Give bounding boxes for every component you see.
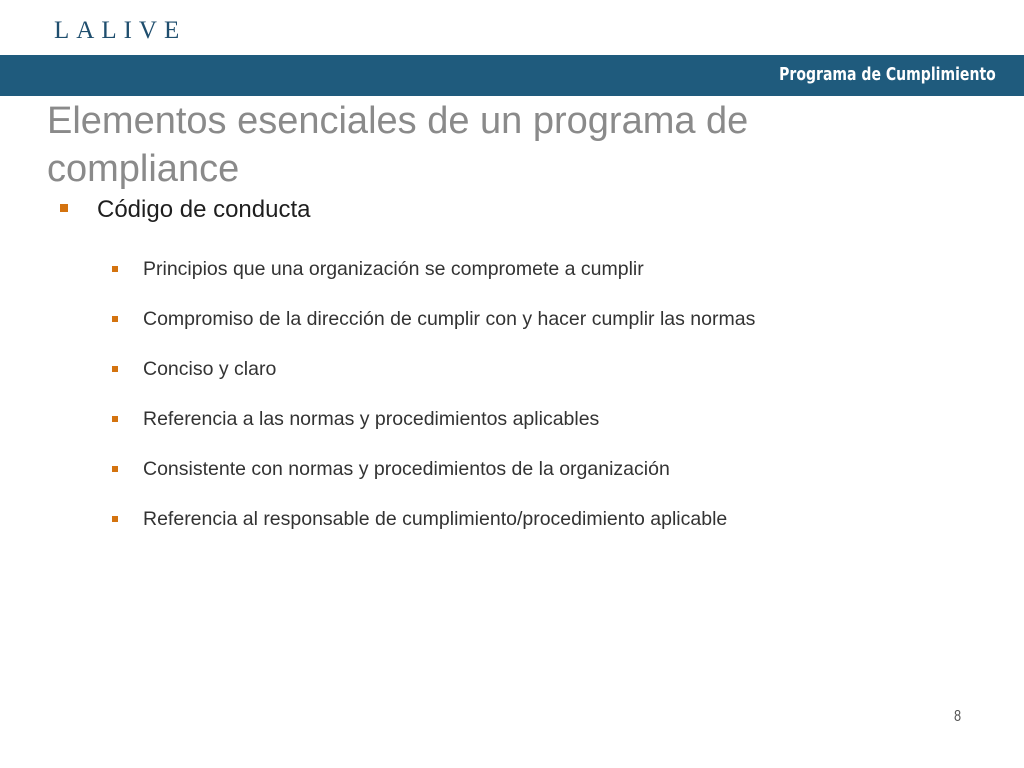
list-item	[112, 400, 755, 450]
list-item-text: Compromiso de la dirección de cumplir con y hacer cumplir las normas	[143, 308, 756, 330]
list-item	[112, 500, 755, 550]
list-item	[112, 450, 755, 500]
list-item-text: Conciso y claro	[143, 358, 277, 380]
main-bullet-text: Código de conducta	[97, 196, 311, 223]
square-bullet-icon	[112, 466, 118, 472]
square-bullet-icon	[60, 204, 68, 212]
page-number: 8	[954, 708, 962, 725]
square-bullet-icon	[112, 366, 118, 372]
list-item	[112, 350, 755, 400]
square-bullet-icon	[112, 416, 118, 422]
slide-title: Elementos esenciales de un programa de compliance	[47, 100, 749, 190]
list-item-text: Consistente con normas y procedimientos de la organización	[143, 458, 670, 480]
logo: LALIVE	[54, 17, 187, 44]
main-bullet	[60, 195, 311, 225]
square-bullet-icon	[112, 516, 118, 522]
square-bullet-icon	[112, 266, 118, 272]
list-item-text: Referencia a las normas y procedimientos aplicables	[143, 408, 600, 430]
list-item-text: Referencia al responsable de cumplimiento/procedimiento aplicable	[143, 508, 728, 530]
list-item	[112, 300, 755, 350]
section-label: Programa de Cumplimiento	[779, 64, 996, 85]
sub-bullet-list	[112, 250, 755, 550]
list-item-text: Principios que una organización se compromete a cumplir	[143, 258, 644, 280]
square-bullet-icon	[112, 316, 118, 322]
list-item	[112, 250, 755, 300]
